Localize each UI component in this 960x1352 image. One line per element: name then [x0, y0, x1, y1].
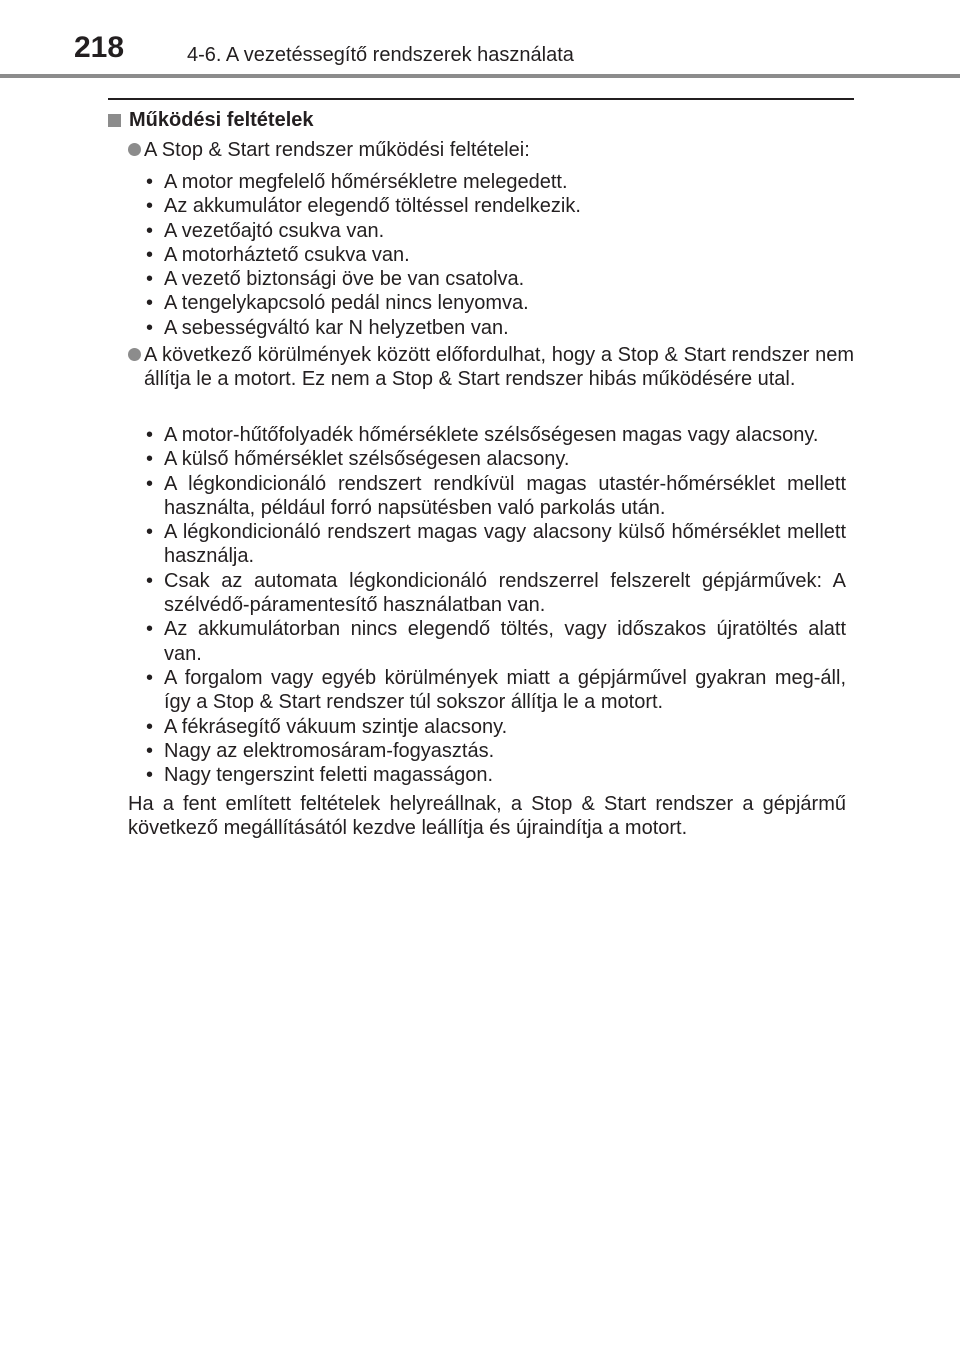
bullet-dot-icon: • — [146, 268, 154, 291]
bullet-dot-icon: • — [146, 243, 154, 266]
list-item-text: A tengelykapcsoló pedál nincs lenyomva. — [164, 292, 529, 315]
list-item — [146, 316, 846, 340]
list-item-text: A vezető biztonsági öve be van csatolva. — [164, 268, 525, 291]
list-item — [146, 291, 846, 315]
final-paragraph: Ha a fent említett feltételek helyreállnak, a Stop & Start rendszer a gépjármű következő megállításától kezdve leállítja és újraindítja a motort. — [128, 793, 846, 840]
list-item — [146, 617, 846, 666]
bullet-dot-icon: • — [146, 424, 154, 446]
list-item — [146, 267, 846, 291]
section-title: 4-6. A vezetéssegítő rendszerek használata — [187, 44, 574, 66]
list-item — [146, 423, 846, 447]
list-item-text: A motor-hűtőfolyadék hőmérséklete szélsőségesen magas vagy alacsony. — [164, 424, 819, 446]
circle-bullet-icon — [128, 143, 141, 156]
bullet-dot-icon: • — [146, 219, 154, 242]
bullet-dot-icon: • — [146, 618, 154, 641]
bullet-dot-icon: • — [146, 448, 154, 471]
list-item — [146, 243, 846, 267]
exceptions-list — [146, 423, 846, 787]
list-item-text: A motor megfelelő hőmérsékletre melegedett. — [164, 171, 568, 193]
section-heading — [108, 108, 314, 132]
list-item — [146, 170, 846, 194]
page-number: 218 — [74, 31, 125, 64]
bullet-dot-icon: • — [146, 316, 154, 339]
circle-item-text: A következő körülmények között előfordulhat, hogy a Stop & Start rendszer nem állítja le a motort. Ez nem a Stop & Start rendszer hibás működésére utal. — [144, 344, 854, 391]
circle-bullet-icon — [128, 348, 141, 361]
bullet-dot-icon: • — [146, 715, 154, 738]
list-item — [146, 666, 846, 715]
list-item — [146, 715, 846, 739]
list-item-text: A légkondicionáló rendszert rendkívül magas utastér-hőmérséklet mellett használta, például forró napsütésben való parkolás után. — [164, 472, 846, 519]
bullet-dot-icon: • — [146, 666, 154, 689]
bullet-dot-icon: • — [146, 764, 154, 787]
square-bullet-icon — [108, 114, 121, 127]
header-divider — [0, 74, 960, 78]
bullet-dot-icon: • — [146, 739, 154, 762]
list-item-text: A forgalom vagy egyéb körülmények miatt a gépjárművel gyakran meg-áll, így a Stop & Start rendszer túl sokszor állítja le a motort. — [164, 666, 846, 714]
bullet-dot-icon: • — [146, 521, 154, 544]
list-item — [146, 520, 846, 569]
list-item — [146, 569, 846, 618]
circle-item-2 — [128, 343, 854, 392]
section-heading-text: Működési feltételek — [129, 109, 314, 131]
list-item-text: A motorháztető csukva van. — [164, 243, 410, 266]
list-item-text: Nagy az elektromosáram-fogyasztás. — [164, 739, 495, 762]
list-item-text: Nagy tengerszint feletti magasságon. — [164, 764, 494, 787]
list-item — [146, 763, 846, 787]
list-item-text: A légkondicionáló rendszert magas vagy alacsony külső hőmérséklet mellett használja. — [164, 521, 846, 568]
bullet-dot-icon: • — [146, 569, 154, 592]
list-item — [146, 194, 846, 218]
section-divider — [108, 98, 854, 100]
list-item-text: Az akkumulátor elegendő töltéssel rendelkezik. — [164, 195, 581, 218]
bullet-dot-icon: • — [146, 292, 154, 315]
list-item-text: A külső hőmérséklet szélsőségesen alacsony. — [164, 448, 570, 471]
circle-item-text: A Stop & Start rendszer működési feltételei: — [144, 139, 530, 161]
bullet-dot-icon: • — [146, 195, 154, 218]
bullet-dot-icon: • — [146, 472, 154, 495]
conditions-list — [146, 170, 846, 340]
list-item — [146, 739, 846, 763]
list-item-text: Az akkumulátorban nincs elegendő töltés, vagy időszakos újratöltés alatt van. — [164, 618, 846, 665]
circle-item-1 — [128, 138, 854, 162]
list-item-text: Csak az automata légkondicionáló rendszerrel felszerelt gépjárművek: A szélvédő-páramentesítő használatban van. — [164, 569, 846, 617]
list-item-text: A sebességváltó kar N helyzetben van. — [164, 316, 509, 339]
list-item-text: A vezetőajtó csukva van. — [164, 219, 385, 242]
bullet-dot-icon: • — [146, 171, 154, 193]
list-item — [146, 472, 846, 521]
list-item-text: A fékrásegítő vákuum szintje alacsony. — [164, 715, 508, 738]
list-item — [146, 219, 846, 243]
list-item — [146, 447, 846, 471]
page-header — [0, 0, 960, 78]
